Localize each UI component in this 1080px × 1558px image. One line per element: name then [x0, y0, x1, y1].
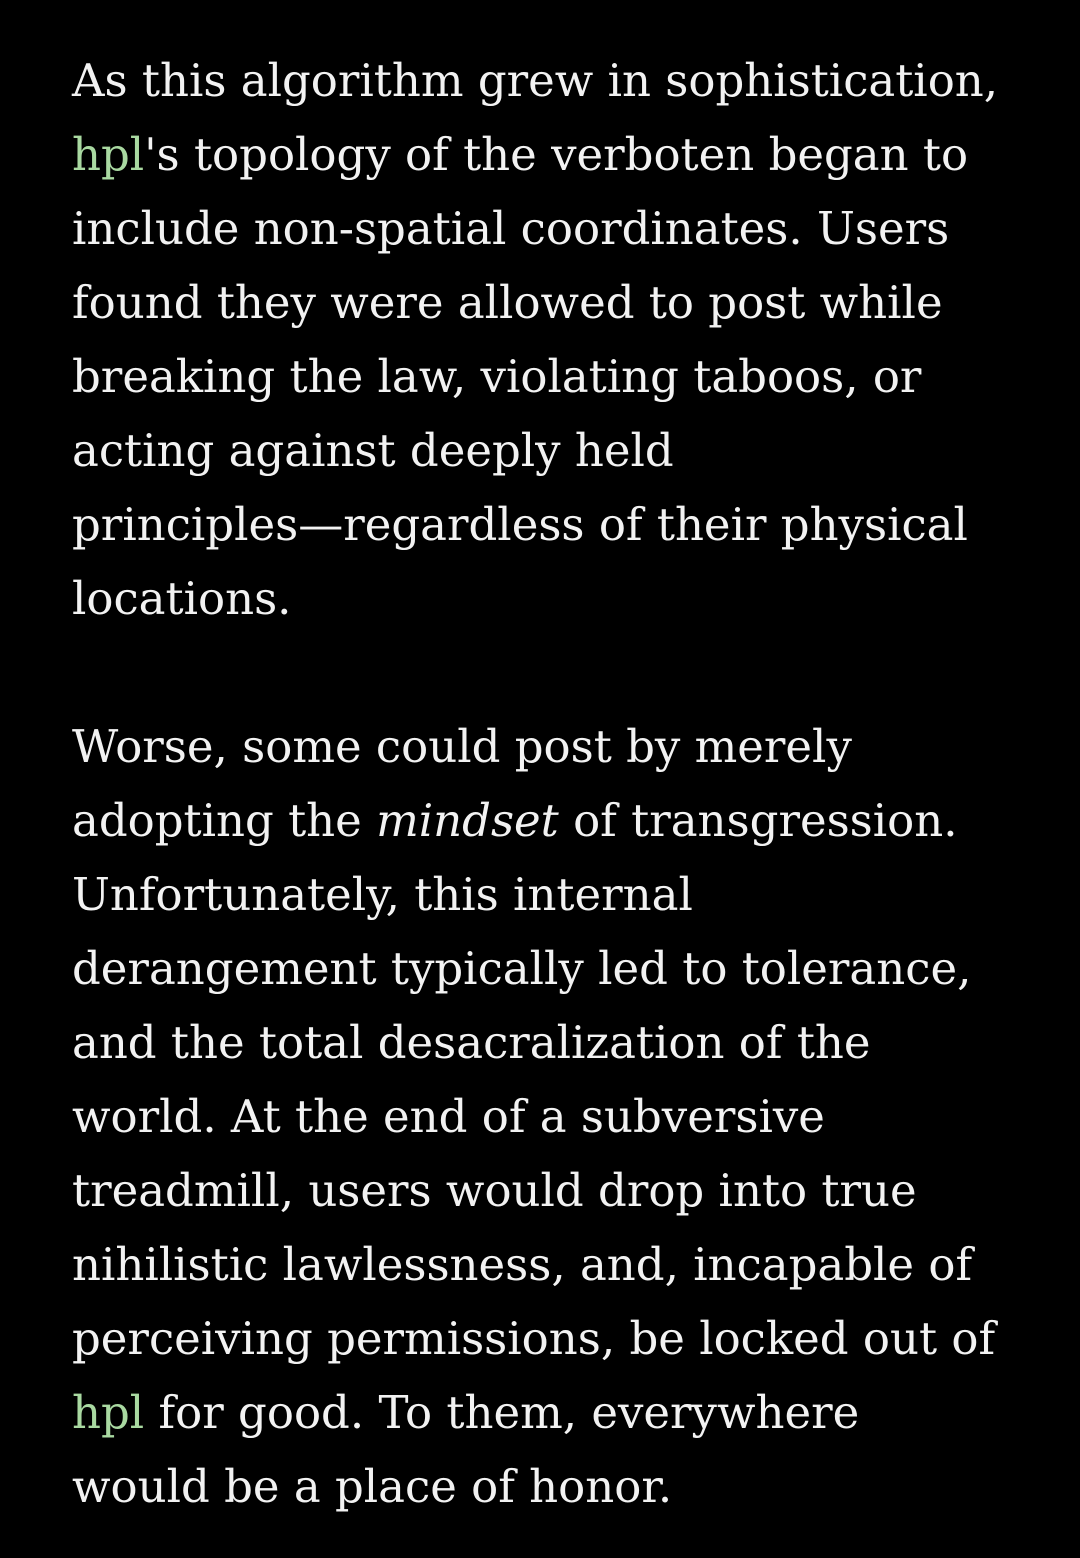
text-fragment: adopting the: [72, 794, 377, 847]
text-line: would be a place of honor.: [72, 1460, 673, 1513]
text-line: principles—regardless of their physical: [72, 498, 968, 551]
hpl-link[interactable]: hpl: [72, 1386, 145, 1439]
article-body: [72, 44, 1022, 1524]
text-line: acting against deeply held: [72, 424, 674, 477]
paragraph-topology: [72, 44, 1022, 636]
text-line: [72, 1376, 1022, 1450]
emphasis-mindset: mindset: [376, 794, 559, 847]
text-line: treadmill, users would drop into true: [72, 1164, 917, 1217]
text-line: [72, 784, 1022, 858]
text-line: breaking the law, violating taboos, or: [72, 350, 922, 403]
text-line: derangement typically led to tolerance,: [72, 942, 972, 995]
text-line: Worse, some could post by merely: [72, 720, 852, 773]
text-line: found they were allowed to post while: [72, 276, 943, 329]
hpl-link[interactable]: hpl: [72, 128, 145, 181]
text-line: locations.: [72, 572, 292, 625]
text-line: and the total desacralization of the: [72, 1016, 871, 1069]
text-fragment: 's topology of the verboten began to: [144, 128, 969, 181]
text-line: As this algorithm grew in sophistication,: [72, 54, 999, 107]
text-line: include non-spatial coordinates. Users: [72, 202, 950, 255]
text-line: perceiving permissions, be locked out of: [72, 1312, 996, 1365]
text-line: Unfortunately, this internal: [72, 868, 693, 921]
text-line: [72, 118, 1022, 192]
text-fragment: of transgression.: [558, 794, 958, 847]
text-fragment: for good. To them, everywhere: [144, 1386, 860, 1439]
text-line: world. At the end of a subversive: [72, 1090, 825, 1143]
text-line: nihilistic lawlessness, and, incapable of: [72, 1238, 973, 1291]
paragraph-mindset: [72, 710, 1022, 1524]
